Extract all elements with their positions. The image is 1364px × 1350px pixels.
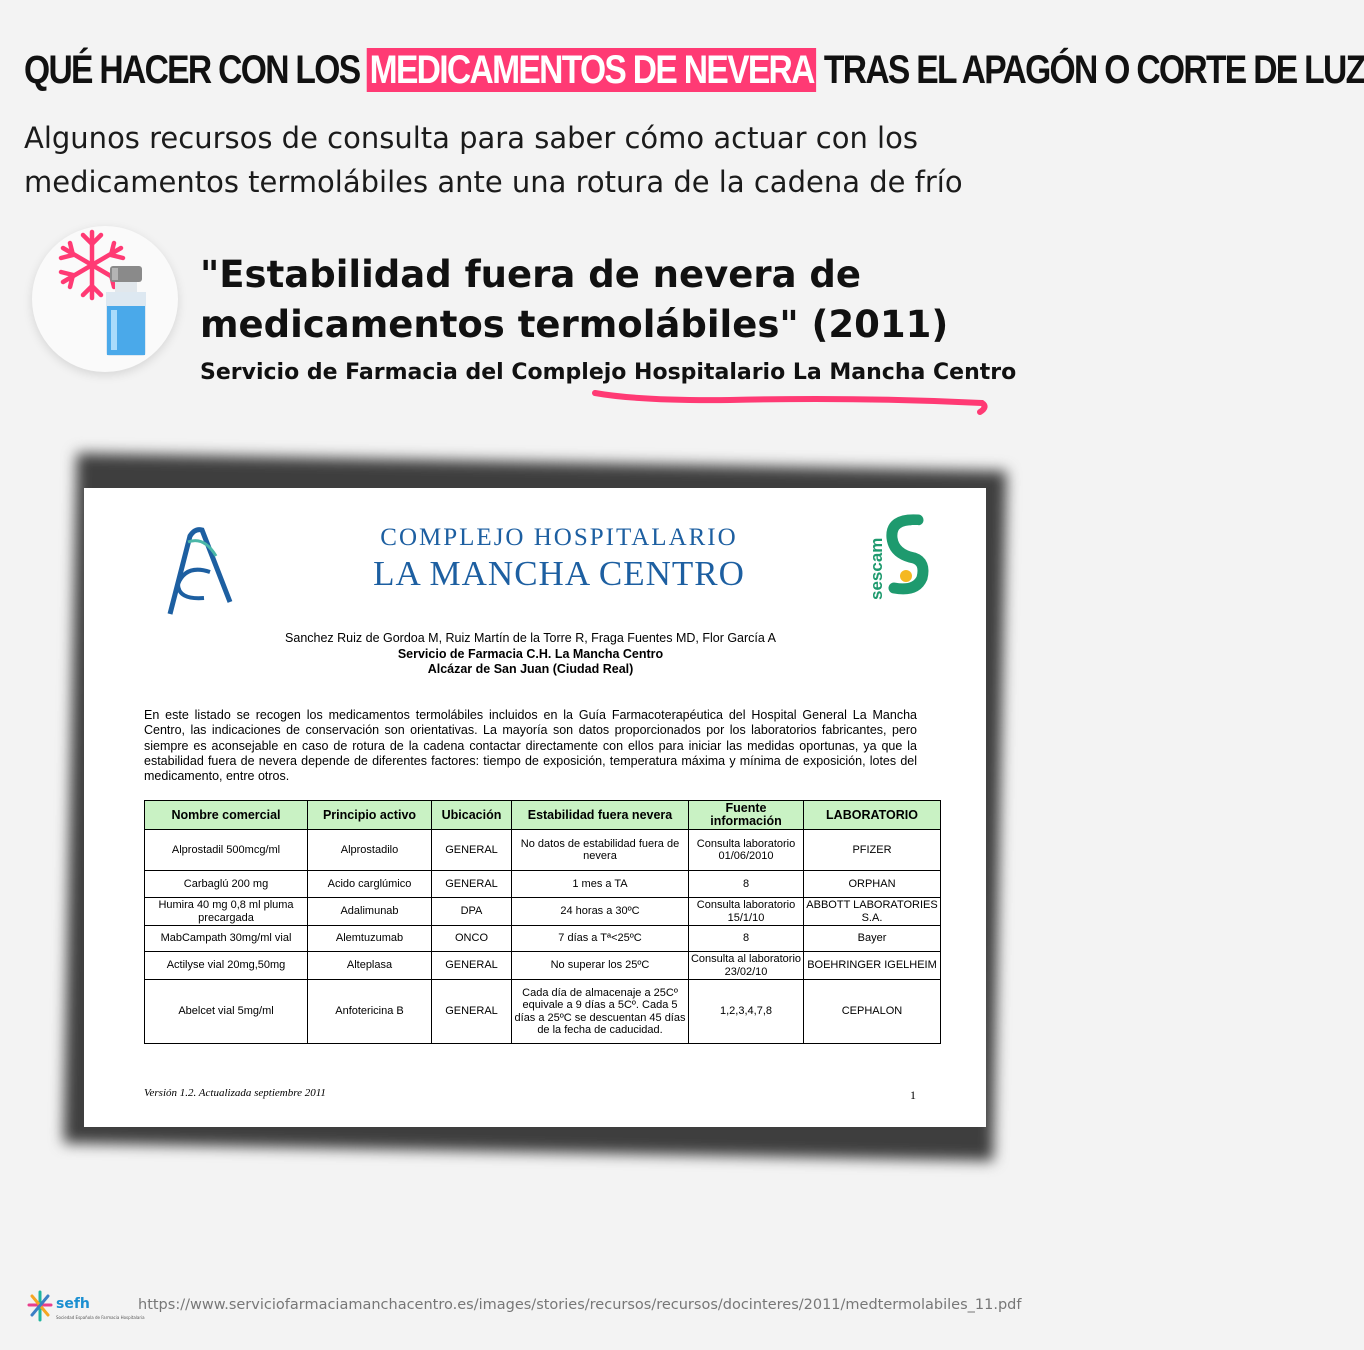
source-url[interactable]: https://www.serviciofarmaciamanchacentro.es/images/stories/recursos/recursos/docinteres/2011/medtermolabiles_11.pdf [138,1297,1022,1313]
header-nombre-comercial: Nombre comercial [145,801,308,830]
table-cell: Alteplasa [308,952,432,980]
table-row [145,926,941,952]
table-cell: No superar los 25ºC [512,952,689,980]
table-cell: DPA [432,898,512,926]
table-cell: ABBOTT LABORATORIES S.A. [804,898,941,926]
table-cell: Adalimunab [308,898,432,926]
document-intro: En este listado se recogen los medicamentos termolábiles incluidos en la Guía Farmacoterapéutica del Hospital General La Mancha Centro, las indicaciones de conservación son orientativas. La mayoría son datos proporcionados por los laboratorios fabricantes, pero siempre es aconsejable en caso de rotura de la cadena contactar directamente con ellos para iniciar las medidas oportunas, ya que la estabilidad fuera de nevera depende de diferentes factores: tiempo de exposición, temperatura máxima y mínima de exposición, lotes del medicamento, entre otros. [144,708,917,784]
hospital-name-line-1: COMPLEJO HOSPITALARIO [380,524,738,551]
cold-chain-badge [32,226,178,372]
table-cell: No datos de estabilidad fuera de nevera [512,830,689,871]
table-cell: Anfotericina B [308,980,432,1044]
document-authors [84,631,977,678]
resource-title-line-1: "Estabilidad fuera de nevera de [200,253,861,296]
table-row [145,898,941,926]
table-cell: BOEHRINGER IGELHEIM [804,952,941,980]
hospital-name-line-2: LA MANCHA CENTRO [373,554,745,593]
service-line: Servicio de Farmacia C.H. La Mancha Centro [397,646,664,661]
table-row [145,952,941,980]
table-cell: Acido carglúmico [308,871,432,898]
table-cell: GENERAL [432,952,512,980]
table-cell: Humira 40 mg 0,8 ml pluma precargada [145,898,308,926]
table-cell: GENERAL [432,980,512,1044]
table-cell: Alprostadilo [308,830,432,871]
hospital-name [284,524,834,594]
table-cell: Actilyse vial 20mg,50mg [145,952,308,980]
document-preview [84,488,986,1127]
table-cell: 8 [689,926,804,952]
header-fuente: Fuente información [689,801,804,830]
headline-after: TRAS EL APAGÓN O CORTE DE LUZ [816,48,1364,92]
header-principio-activo: Principio activo [308,801,432,830]
table-cell: GENERAL [432,871,512,898]
resource-title [200,250,1060,350]
table-header-row [145,801,941,830]
table-cell: Alemtuzumab [308,926,432,952]
medications-table [144,800,941,1044]
resource-title-line-2: medicamentos termolábiles" (2011) [200,303,949,346]
table-cell: 1,2,3,4,7,8 [689,980,804,1044]
snowflake-icon [61,232,123,298]
sefh-logo-text: sefh [56,1296,90,1312]
table-cell: Consulta al laboratorio 23/02/10 [689,952,804,980]
header-laboratorio: LABORATORIO [804,801,941,830]
sefh-logo-mark [29,1292,51,1320]
page-number: 1 [910,1088,916,1102]
table-cell: 24 horas a 30ºC [512,898,689,926]
document-version: Versión 1.2. Actualizada septiembre 2011 [144,1087,326,1099]
sescam-logo-text: sescam [867,537,886,600]
table-cell: MabCampath 30mg/ml vial [145,926,308,952]
table-cell: ORPHAN [804,871,941,898]
table-cell: Bayer [804,926,941,952]
sescam-logo [866,512,936,602]
sefh-logo-subtext: Sociedad Española de Farmacia Hospitalaria [56,1315,145,1320]
table-cell: CEPHALON [804,980,941,1044]
location-line: Alcázar de San Juan (Ciudad Real) [427,662,634,676]
table-cell: Consulta laboratorio 01/06/2010 [689,830,804,871]
table-cell: Abelcet vial 5mg/ml [145,980,308,1044]
table-cell: Cada día de almacenaje a 25Cº equivale a 9 días a 5Cº. Cada 5 días a 25ºC se descuentan 45 días de la fecha de caducidad. [512,980,689,1044]
hospital-logo-icon [164,526,236,618]
subtitle-line-2: medicamentos termolábiles ante una rotura de la cadena de frío [24,165,963,199]
headline-highlight: MEDICAMENTOS DE NEVERA [367,48,816,92]
header-ubicacion: Ubicación [432,801,512,830]
snowflake-vial-icon [32,226,178,372]
table-cell: ONCO [432,926,512,952]
table-cell: 1 mes a TA [512,871,689,898]
table-cell: GENERAL [432,830,512,871]
table-row [145,830,941,871]
table-cell: 7 días a Tª<25ºC [512,926,689,952]
subtitle-line-1: Algunos recursos de consulta para saber cómo actuar con los [24,121,918,155]
table-cell: Consulta laboratorio 15/1/10 [689,898,804,926]
headline [24,44,1364,96]
table-cell: Carbaglú 200 mg [145,871,308,898]
header-estabilidad: Estabilidad fuera nevera [512,801,689,830]
table-cell: 8 [689,871,804,898]
sefh-logo [28,1290,145,1326]
resource-source: Servicio de Farmacia del Complejo Hospitalario La Mancha Centro [200,360,1017,385]
table-row [145,980,941,1044]
headline-before: QUÉ HACER CON LOS [24,48,368,92]
table-cell: PFIZER [804,830,941,871]
brush-underline [590,385,990,419]
subtitle [24,116,1064,204]
authors-line: Sanchez Ruiz de Gordoa M, Ruiz Martín de la Torre R, Fraga Fuentes MD, Flor García A [285,631,776,645]
table-cell: Alprostadil 500mcg/ml [145,830,308,871]
vial-icon [106,266,146,356]
table-row [145,871,941,898]
